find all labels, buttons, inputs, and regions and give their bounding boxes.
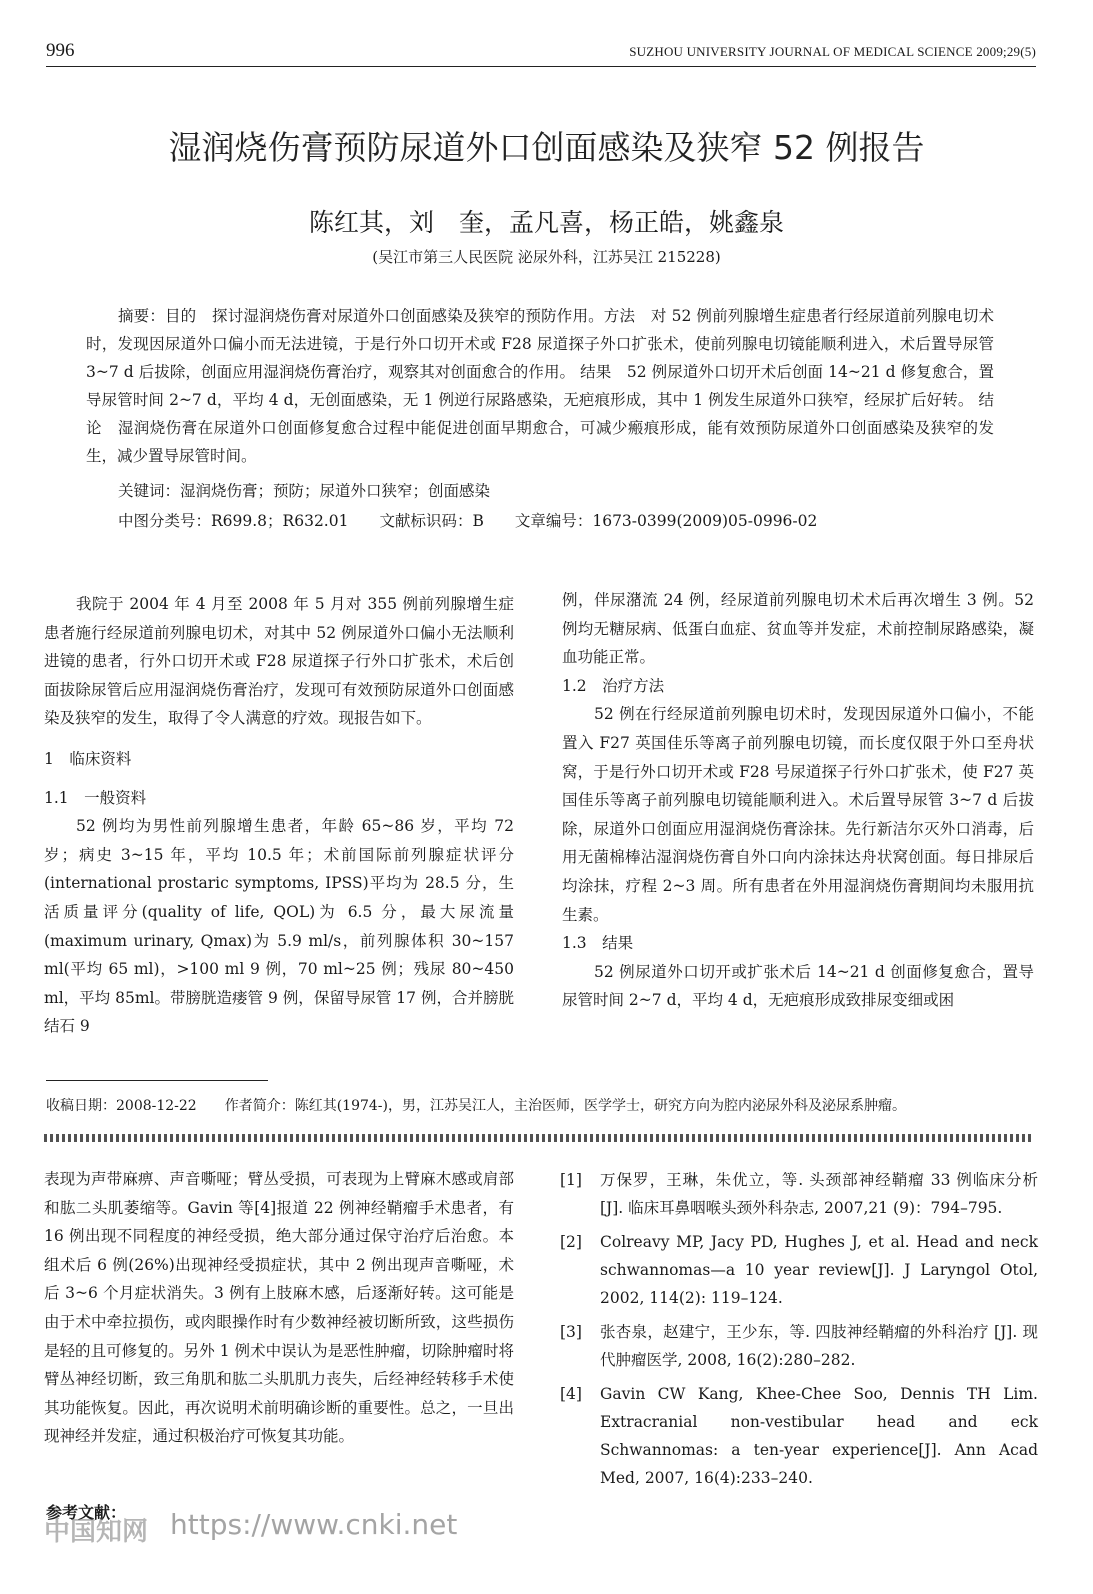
reference-text: Colreavy MP, Jacy PD, Hughes J, et al. Head and neck schwannomas—a 10 year review[J]. J Laryngol Otol, 2002, 114(2): 119–124. (600, 1233, 1038, 1307)
body-paragraph: 表现为声带麻痹、声音嘶哑；臂丛受损，可表现为上臂麻木感或肩部和肱二头肌萎缩等。Gavin 等[4]报道 22 例神经鞘瘤手术患者，有 16 例出现不同程度的神经受损，绝大部分通过保守治疗后治愈。本组术后 6 例(26%)出现神经受损症状，其中 2 例出现声音嘶哑，术后 3~6 个月症状消失。3 例有上肢麻木感，后逐渐好转。这可能是由于术中牵拉损伤，或肉眼操作时有少数神经被切断所致，这些损伤是轻的且可修复的。另外 1 例术中误认为是恶性肿瘤，切除肿瘤时将臂丛神经切断，致三角肌和肱二头肌肌力丧失，后经神经转移手术使其功能恢复。因此，再次说明术前明确诊断的重要性。总之，一旦出现神经并发症，通过积极治疗可恢复其功能。 (44, 1170, 514, 1446)
abstract: 摘要：目的 探讨湿润烧伤膏对尿道外口创面感染及狭窄的预防作用。方法 对 52 例前列腺增生症患者行经尿道前列腺电切术时，发现因尿道外口偏小而无法进镜，于是行外口切开术或 F28 尿道探子外口扩张术，使前列腺电切镜能顺利进入，术后置导尿管 3~7 d 后拔除，创面应用湿润烧伤膏治疗，观察其对创面愈合的作用。 结果 52 例尿道外口切开术后创面 14~21 d 修复愈合，置导尿管时间 2~7 d，平均 4 d，无创面感染，无 1 例逆行尿路感染，无疤痕形成，其中 1 例发生尿道外口狭窄，经尿扩后好转。 结论 湿润烧伤膏在尿道外口创面修复愈合过程中能促进创面早期愈合，可减少瘢痕形成，能有效预防尿道外口创面感染及狭窄的发生，减少置导尿管时间。 (86, 307, 994, 465)
reference-list (560, 1166, 1038, 1498)
reference-number: [2] (560, 1233, 582, 1251)
references-heading: 参考文献： (46, 1503, 127, 1522)
subsection-heading: 1.1 一般资料 (44, 788, 147, 807)
journal-header: SUZHOU UNIVERSITY JOURNAL OF MEDICAL SCIENCE 2009;29(5) (629, 44, 1036, 59)
reference-text: 张杏泉，赵建宁，王少东，等. 四肢神经鞘瘤的外科治疗 [J]. 现代肿瘤医学, 2008, 16(2):280–282. (600, 1323, 1038, 1369)
reference-item (560, 1318, 1038, 1374)
subsection-heading: 1.3 结果 (562, 934, 634, 953)
body-column-right (562, 586, 1034, 1015)
cnki-logo-watermark: 中国知网 (44, 1517, 149, 1547)
body-paragraph: 例，伴尿潴流 24 例，经尿道前列腺电切术术后再次增生 3 例。52 例均无糖尿病、低蛋白血症、贫血等并发症，术前控制尿路感染，凝血功能正常。 (562, 591, 1034, 667)
footnote: 收稿日期：2008-12-22 作者简介：陈红其(1974-)，男，江苏吴江人，主治医师，医学学士，研究方向为腔内泌尿外科及泌尿系肿瘤。 (46, 1098, 906, 1114)
body-paragraph: 52 例尿道外口切开或扩张术后 14~21 d 创面修复愈合，置导尿管时间 2~7 d，平均 4 d，无疤痕形成致排尿变细或困 (562, 962, 1034, 1010)
body-paragraph: 52 例均为男性前列腺增生患者，年龄 65~86 岁，平均 72 岁；病史 3~15 年，平均 10.5 年；术前国际前列腺症状评分(international prostaric symptoms, IPSS)平均为 28.5 分，生活质量评分(quality of life, QOL)为 6.5 分，最大尿流量(maximum urinary, Qmax)为 5.9 ml/s，前列腺体积 30~157 ml(平均 65 ml)，>100 ml 9 例，70 ml~25 例；残尿 80~450 ml，平均 85ml。带膀胱造瘘管 9 例，保留导尿管 17 例，合并膀胱结石 9 (44, 817, 514, 1036)
keywords: 关键词：湿润烧伤膏；预防；尿道外口狭窄；创面感染 (118, 482, 491, 500)
watermark-url[interactable]: https://www.cnki.net (170, 1508, 458, 1541)
intro-paragraph: 我院于 2004 年 4 月至 2008 年 5 月对 355 例前列腺增生症患者施行经尿道前列腺电切术，对其中 52 例尿道外口偏小无法顺利进镜的患者，行外口切开术或 F28 尿道探子行外口扩张术，术后创面拔除尿管后应用湿润烧伤膏治疗，发现可有效预防尿道外口创面感染及狭窄的发生，取得了令人满意的疗效。现报告如下。 (44, 595, 514, 728)
authors: 陈红其，刘 奎，孟凡喜，杨正皓，姚鑫泉 (308, 208, 784, 237)
reference-number: [3] (560, 1323, 582, 1341)
section-heading: 1 临床资料 (44, 749, 132, 768)
body-paragraph: 52 例在行经尿道前列腺电切术时，发现因尿道外口偏小，不能置入 F27 英国佳乐等离子前列腺电切镜，而长度仅限于外口至舟状窝，于是行外口切开术或 F28 号尿道探子行外口扩张术，使 F27 英国佳乐等离子前列腺电切镜能顺利进入。术后置导尿管 3~7 d 后拔除，尿道外口创面应用湿润烧伤膏涂抹。先行新洁尔灭外口消毒，后用无菌棉棒沾湿润烧伤膏自外口向内涂抹达舟状窝创面。每日排尿后均涂抹，疗程 2~3 周。所有患者在外用湿润烧伤膏期间均未服用抗生素。 (562, 705, 1034, 924)
body-column-left (44, 590, 514, 1041)
reference-text: 万保罗，王琳，朱优立，等. 头颈部神经鞘瘤 33 例临床分析 [J]. 临床耳鼻咽喉头颈外科杂志, 2007,21 (9)：794–795. (600, 1171, 1038, 1217)
classification-line: 中图分类号：R699.8；R632.01 文献标识码：B 文章编号：1673-0399(2009)05-0996-02 (118, 512, 818, 530)
subsection-heading: 1.2 治疗方法 (562, 676, 665, 695)
page-divider (44, 1134, 1034, 1142)
reference-number: [4] (560, 1385, 582, 1403)
reference-number: [1] (560, 1171, 582, 1189)
footnote-rule (46, 1080, 268, 1081)
page-number: 996 (46, 40, 75, 61)
affiliation: (吴江市第三人民医院 泌尿外科，江苏吴江 215228) (372, 248, 721, 266)
reference-text: Gavin CW Kang, Khee-Chee Soo, Dennis TH Lim. Extracranial non-vestibular head and eck Schwannomas: a ten-year experience[J]. Ann Acad Med, 2007, 16(4):233–240. (600, 1385, 1038, 1487)
article-title: 湿润烧伤膏预防尿道外口创面感染及狭窄 52 例报告 (168, 128, 925, 167)
lower-column-left (44, 1165, 514, 1451)
reference-item (560, 1166, 1038, 1222)
reference-item (560, 1380, 1038, 1492)
reference-item (560, 1228, 1038, 1312)
header-rule (46, 66, 1036, 67)
